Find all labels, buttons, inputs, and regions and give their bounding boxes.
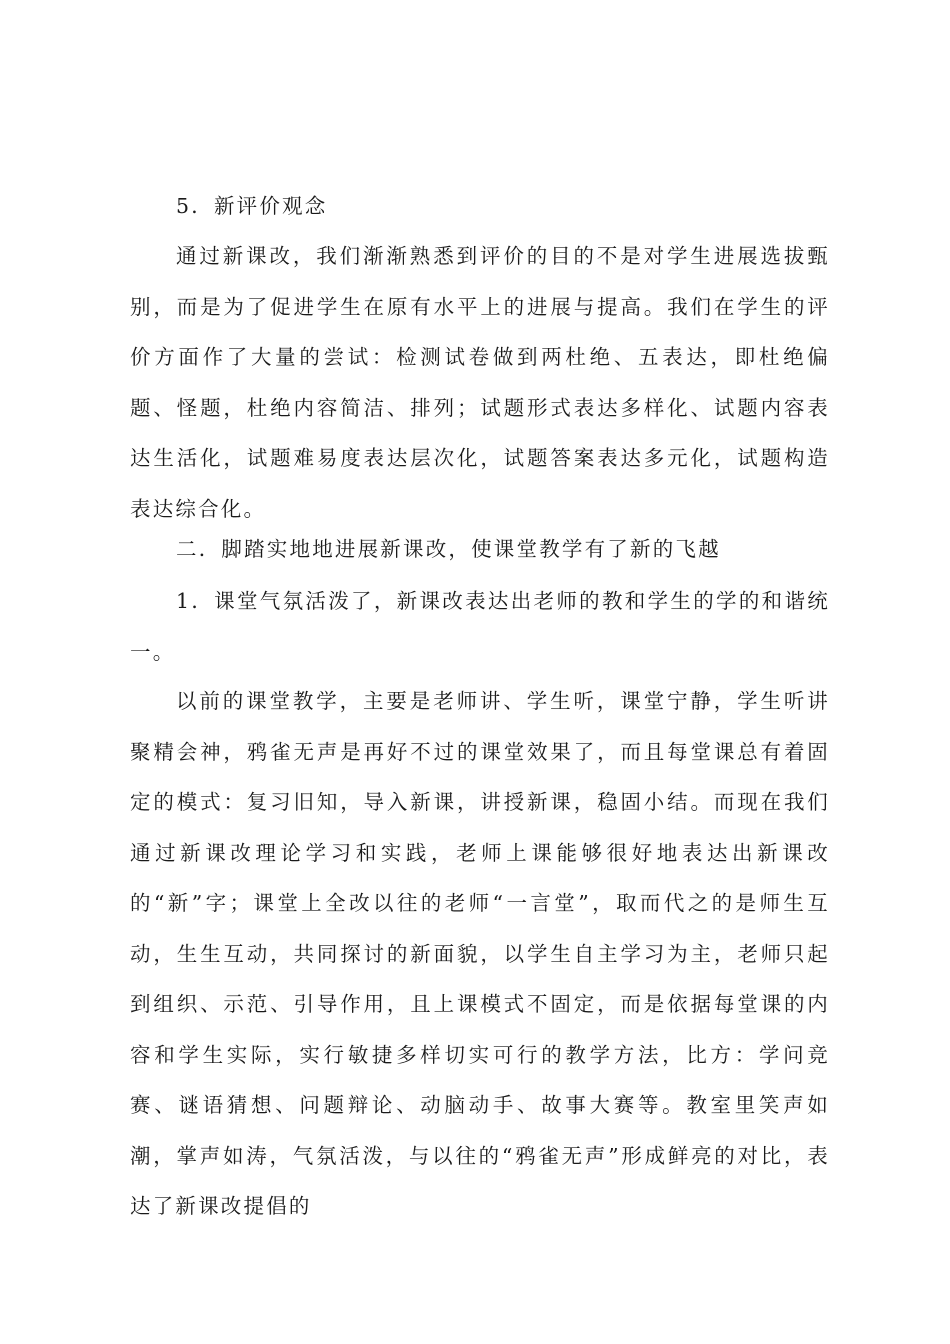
heading-text: 二．脚踏实地地进展新课改，使课堂教学有了新的飞越 xyxy=(176,537,721,561)
subheading-classroom-atmosphere xyxy=(130,576,830,677)
paragraph-evaluation xyxy=(130,231,830,534)
heading-text: 5．新评价观念 xyxy=(176,194,328,218)
paragraph-text: 以前的课堂教学，主要是老师讲、学生听，课堂宁静，学生听讲聚精会神，鸦雀无声是再好不过的课堂效果了，而且每堂课总有着固定的模式：复习旧知，导入新课，讲授新课，稳固小结。而现在我们通过新课改理论学习和实践，老师上课能够很好地表达出新课改的“新”字；课堂上全改以往的老师“一言堂”，取而代之的是师生互动，生生互动，共同探讨的新面貌，以学生自主学习为主，老师只起到组织、示范、引导作用，且上课模式不固定，而是依据每堂课的内容和学生实际，实行敏捷多样切实可行的教学方法，比方：学问竞赛、谜语猜想、问题辩论、动脑动手、故事大赛等。教室里笑声如潮，掌声如涛，气氛活泼，与以往的“鸦雀无声”形成鲜亮的对比，表达了新课改提倡的 xyxy=(130,689,830,1218)
paragraph-classroom xyxy=(130,676,830,1232)
paragraph-text: 通过新课改，我们渐渐熟悉到评价的目的不是对学生进展选拔甄别，而是为了促进学生在原有水平上的进展与提高。我们在学生的评价方面作了大量的尝试：检测试卷做到两杜绝、五表达，即杜绝偏题、怪题，杜绝内容简洁、排列；试题形式表达多样化、试题内容表达生活化，试题难易度表达层次化，试题答案表达多元化，试题构造表达综合化。 xyxy=(130,244,830,521)
heading-text: 1．课堂气氛活泼了，新课改表达出老师的教和学生的学的和谐统一。 xyxy=(130,589,830,664)
section-heading-two xyxy=(130,524,830,575)
section-heading-new-evaluation xyxy=(130,181,830,232)
